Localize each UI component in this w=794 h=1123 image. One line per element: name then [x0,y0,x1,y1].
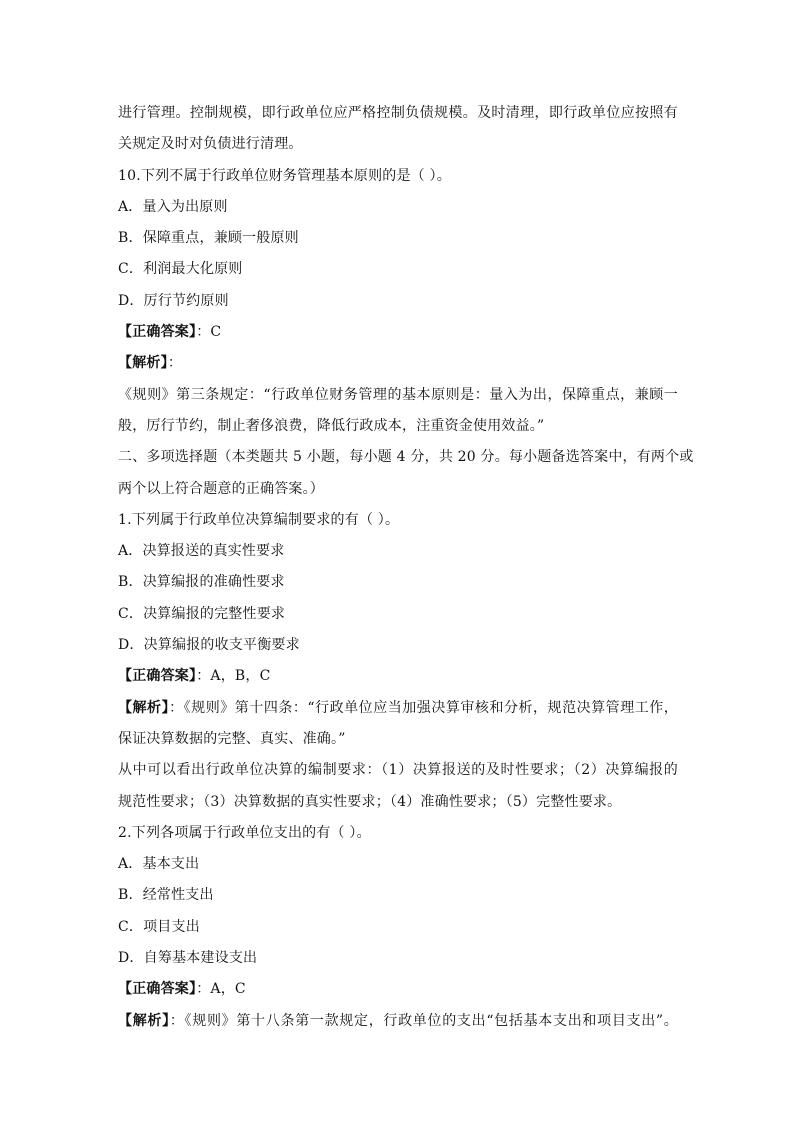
text-line [118,98,678,129]
line-text: 《规则》第三条规定：“行政单位财务管理的基本原则是：量入为出，保障重点，兼顾一 [118,386,678,403]
line-text: ：A，B，C [196,668,271,685]
line-text: 进行管理。控制规模，即行政单位应严格控制负债规模。及时清理，即行政单位应按照有 [118,105,678,121]
answer-line [118,974,678,1005]
line-text: D．决算编报的收支平衡要求 [118,637,300,654]
text-line [118,192,678,223]
line-text: ：A，C [196,981,246,998]
answer-line [118,661,678,692]
line-text: ：《规则》第十八条第一款规定，行政单位的支出“包括基本支出和项目支出”。 [169,1012,678,1029]
line-text: A．基本支出 [118,856,200,873]
answer-line [118,693,678,724]
line-text: 10.下列不属于行政单位财务管理基本原则的是（ ）。 [118,167,451,184]
correct-answer-label: 【正确答案】 [118,668,197,685]
text-line [118,630,678,661]
line-text: 2.下列各项属于行政单位支出的有（ ）。 [118,824,371,841]
text-line [118,536,678,567]
correct-answer-label: 【正确答案】 [118,981,197,998]
text-line [118,787,678,818]
document-body [118,98,694,1037]
line-text: D．厉行节约原则 [118,292,229,309]
text-line [118,567,678,598]
line-text: C．利润最大化原则 [118,261,243,278]
line-text: B．经常性支出 [118,887,214,904]
text-line [118,912,678,943]
text-line [118,849,678,880]
line-text: 关规定及时对负债进行清理。 [118,136,303,153]
line-text: A．量入为出原则 [118,198,228,215]
text-line [118,442,694,473]
line-text: 从中可以看出行政单位决算的编制要求：（1）决算报送的及时性要求；（2）决算编报的 [118,762,678,779]
line-text: 1.下列属于行政单位决算编制要求的有（ ）。 [118,511,400,528]
line-text: ： [167,355,183,372]
text-line [118,505,678,536]
answer-line [118,1006,678,1037]
text-line [118,599,678,630]
text-line [118,818,678,849]
text-line [118,254,678,285]
line-text: B．保障重点，兼顾一般原则 [118,230,299,247]
text-line [118,880,678,911]
line-text: D．自筹基本建设支出 [118,950,258,967]
text-line [118,286,678,317]
line-text: C．决算编报的完整性要求 [118,605,286,622]
line-text: 二、多项选择题（本类题共 5 小题，每小题 4 分，共 20 分。每小题备选答案中，有两个或 [118,449,694,466]
correct-answer-label: 【正确答案】 [118,324,197,341]
line-text: ：C [196,324,222,341]
text-line [118,474,678,505]
text-line [118,223,678,254]
line-text: 两个以上符合题意的正确答案。） [118,480,324,497]
answer-line [118,317,678,348]
text-line [118,411,678,442]
analysis-label: 【解析】 [118,355,168,372]
answer-line [118,348,678,379]
text-line [118,161,678,192]
analysis-label: 【解析】 [118,699,170,716]
line-text: C．项目支出 [118,918,200,935]
line-text: ：《规则》第十四条：“行政单位应当加强决算审核和分析，规范决算管理工作， [169,699,678,716]
text-line [118,380,678,411]
text-line [118,943,678,974]
text-line [118,129,678,160]
text-line [118,724,678,755]
text-line [118,755,678,786]
line-text: 保证决算数据的完整、真实、准确。” [118,730,346,747]
line-text: 般，厉行节约，制止奢侈浪费，降低行政成本，注重资金使用效益。” [118,417,545,434]
line-text: A．决算报送的真实性要求 [118,543,285,560]
analysis-label: 【解析】 [118,1012,170,1029]
line-text: B．决算编报的准确性要求 [118,574,285,591]
line-text: 规范性要求；（3）决算数据的真实性要求；（4）准确性要求；（5）完整性要求。 [118,793,622,810]
